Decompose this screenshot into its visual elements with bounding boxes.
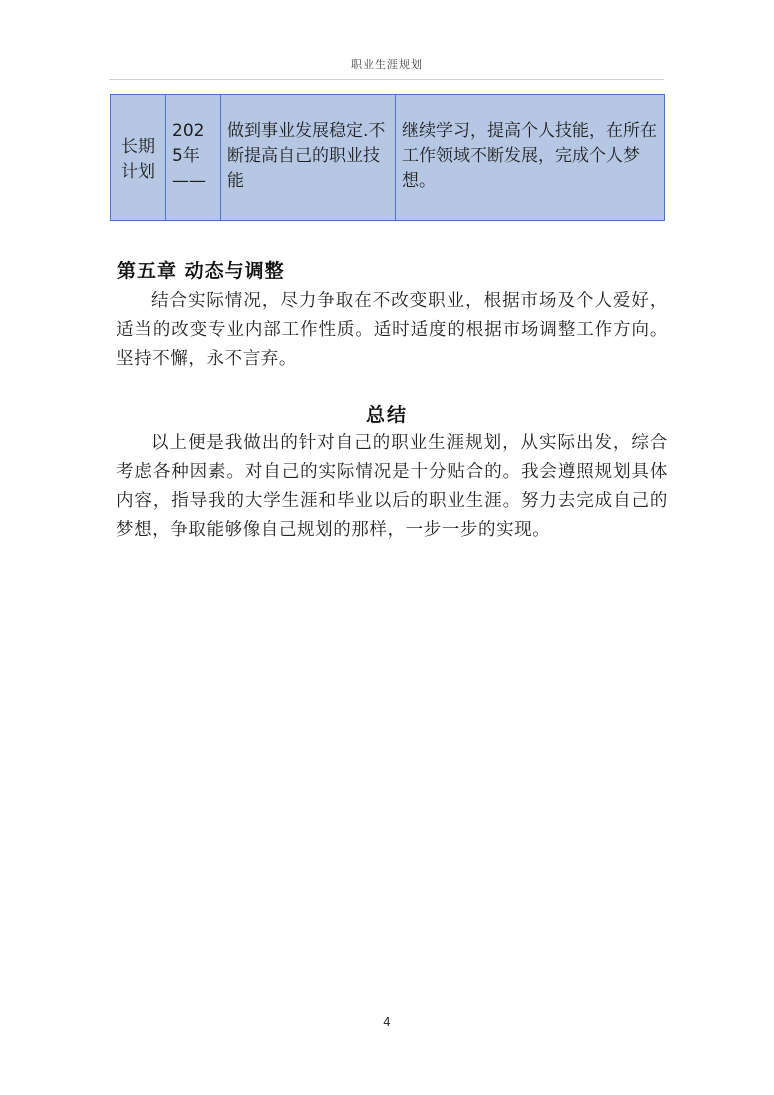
chapter-heading: 第五章 动态与调整 (117, 260, 285, 282)
plan-goal-cell: 做到事业发展稳定.不断提高自己的职业技能 (221, 95, 396, 221)
plan-period-cell: 2025年—— (166, 95, 221, 221)
plan-measures-cell: 继续学习，提高个人技能，在所在工作领域不断发展，完成个人梦想。 (396, 95, 665, 221)
summary-heading: 总结 (365, 404, 408, 426)
table-row (111, 95, 665, 221)
header-divider (109, 79, 664, 80)
summary-paragraph: 以上便是我做出的针对自己的职业生涯规划，从实际出发，综合考虑各种因素。对自己的实际情况是十分贴合的。我会遵照规划具体内容，指导我的大学生涯和毕业以后的职业生涯。努力去完成自己的梦想，争取能够像自己规划的那样，一步一步的实现。 (116, 433, 668, 540)
plan-type-cell: 长期计划 (111, 95, 166, 221)
plan-table (110, 94, 665, 221)
chapter-paragraph: 结合实际情况，尽力争取在不改变职业，根据市场及个人爱好，适当的改变专业内部工作性质。适时适度的根据市场调整工作方向。坚持不懈，永不言弃。 (116, 291, 668, 369)
running-header: 职业生涯规划 (351, 58, 423, 71)
page-number: 4 (383, 1015, 391, 1029)
